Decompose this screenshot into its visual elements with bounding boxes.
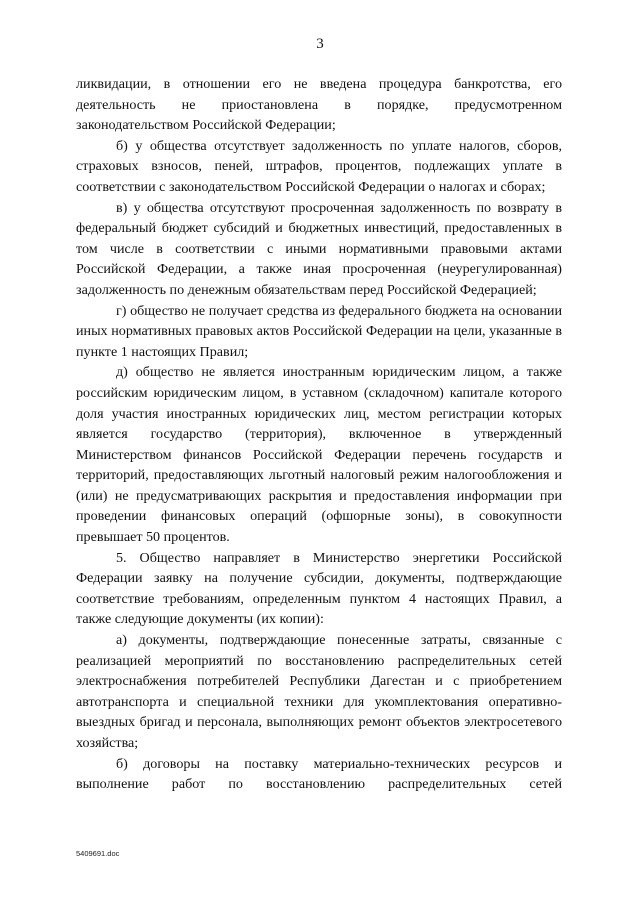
page-number: 3 (316, 36, 324, 52)
paragraph-item-b-contracts: б) договоры на поставку материально-технических ресурсов и выполнение работ по восстановлению распределительных сетей (76, 755, 562, 793)
paragraph-item-d: д) общество не является иностранным юридическим лицом, а также российским юридическим лицом, в уставном (складочном) капитале которого доля участия иностранных юридических лиц, местом регистрации которых является государство (территория), включенное в утвержденный Министерством финансов Российской Федерации перечень государств и территорий, предоставляющих льготный налоговый режим налогообложения и (или) не предусматривающих раскрытия и предоставления информации при проведении финансовых операций (офшорные зоны), в совокупности превышает 50 процентов. (76, 364, 562, 546)
paragraph-continuation: ликвидации, в отношении его не введена процедура банкротства, его деятельность не приостановлена в порядке, предусмотренном законодательством Российской Федерации; (76, 76, 562, 134)
paragraph-item-b: б) у общества отсутствует задолженность по уплате налогов, сборов, страховых взносов, пеней, штрафов, процентов, подлежащих уплате в соответствии с законодательством Российской Федерации о налогах и сборах; (76, 137, 562, 195)
document-body (76, 74, 562, 795)
paragraph-clause-5: 5. Общество направляет в Министерство энергетики Российской Федерации заявку на получение субсидии, документы, подтверждающие соответствие требованиям, определенным пунктом 4 настоящих Правил, а также следующие документы (их копии): (76, 549, 562, 628)
paragraph-item-v: в) у общества отсутствуют просроченная задолженность по возврату в федеральный бюджет субсидий и бюджетных инвестиций, предоставленных в том числе в соответствии с иными нормативными правовыми актами Российской Федерации, а также иная просроченная (неурегулированная) задолженность по денежным обязательствам перед Российской Федерацией; (76, 199, 562, 298)
document-footer-filename: 5409691.doc (76, 849, 120, 858)
paragraph-item-g: г) общество не получает средства из федерального бюджета на основании иных нормативных правовых актов Российской Федерации на цели, указанные в пункте 1 настоящих Правил; (76, 302, 562, 360)
paragraph-item-a: а) документы, подтверждающие понесенные затраты, связанные с реализацией мероприятий по восстановлению распределительных сетей электроснабжения потребителей Республики Дагестан и с приобретением автотранспорта и специальной техники для укомплектования оперативно-выездных бригад и персонала, выполняющих ремонт объектов электросетевого хозяйства; (76, 632, 562, 751)
